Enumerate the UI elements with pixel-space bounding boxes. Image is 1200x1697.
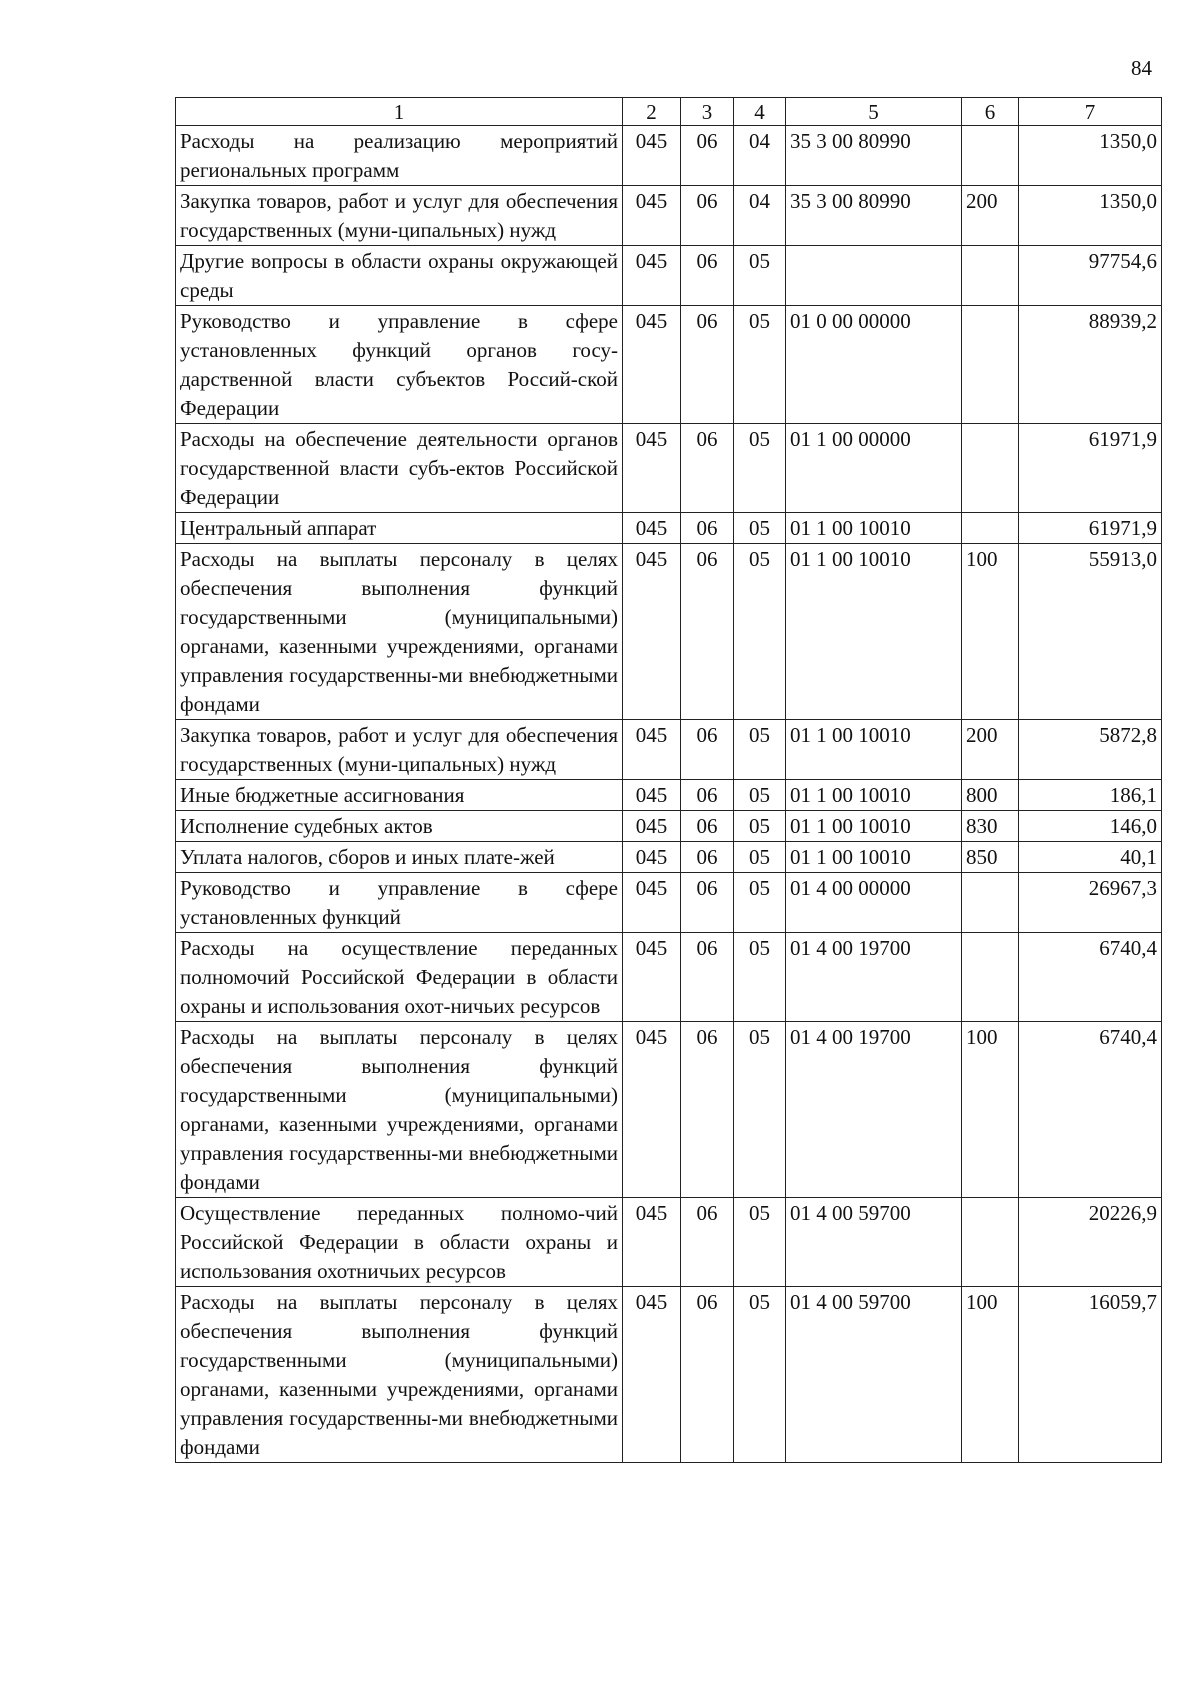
row-name-cell: Расходы на выплаты персоналу в целях обеспечения выполнения функций государственными (муниципальными) органами, казенными учреждениями, органами управления государственны-ми внебюджетными фондами [176, 1287, 623, 1463]
row-amount-cell: 16059,7 [1019, 1287, 1162, 1463]
table-row [176, 1022, 1162, 1198]
row-expense-type-cell: 100 [962, 1287, 1019, 1463]
row-subsection-cell: 05 [734, 1198, 786, 1287]
table-row [176, 126, 1162, 186]
row-code-cell: 045 [623, 811, 681, 842]
table-row [176, 780, 1162, 811]
row-target-article-cell: 01 1 00 10010 [786, 780, 962, 811]
row-code-cell: 045 [623, 424, 681, 513]
row-code-cell: 045 [623, 842, 681, 873]
row-amount-cell: 61971,9 [1019, 513, 1162, 544]
row-expense-type-cell: 800 [962, 780, 1019, 811]
row-name-cell: Осуществление переданных полномо-чий Российской Федерации в области охраны и использования охотничьих ресурсов [176, 1198, 623, 1287]
row-section-cell: 06 [681, 186, 734, 246]
row-amount-cell: 97754,6 [1019, 246, 1162, 306]
row-name-cell: Расходы на выплаты персоналу в целях обеспечения выполнения функций государственными (муниципальными) органами, казенными учреждениями, органами управления государственны-ми внебюджетными фондами [176, 544, 623, 720]
table-row [176, 424, 1162, 513]
row-expense-type-cell [962, 933, 1019, 1022]
row-subsection-cell: 05 [734, 811, 786, 842]
column-header: 5 [786, 98, 962, 126]
row-target-article-cell: 01 1 00 10010 [786, 720, 962, 780]
row-amount-cell: 1350,0 [1019, 126, 1162, 186]
row-target-article-cell: 01 4 00 00000 [786, 873, 962, 933]
row-expense-type-cell: 200 [962, 720, 1019, 780]
row-code-cell: 045 [623, 513, 681, 544]
row-amount-cell: 146,0 [1019, 811, 1162, 842]
row-target-article-cell [786, 246, 962, 306]
table-row [176, 1287, 1162, 1463]
row-code-cell: 045 [623, 126, 681, 186]
row-amount-cell: 61971,9 [1019, 424, 1162, 513]
row-name-cell: Расходы на реализацию мероприятий региональных программ [176, 126, 623, 186]
row-code-cell: 045 [623, 1287, 681, 1463]
page-number: 84 [1131, 56, 1152, 80]
row-section-cell: 06 [681, 126, 734, 186]
row-section-cell: 06 [681, 513, 734, 544]
row-section-cell: 06 [681, 1022, 734, 1198]
table-row [176, 811, 1162, 842]
row-code-cell: 045 [623, 873, 681, 933]
budget-table [175, 97, 1162, 1463]
row-expense-type-cell [962, 424, 1019, 513]
row-target-article-cell: 01 4 00 59700 [786, 1287, 962, 1463]
row-amount-cell: 6740,4 [1019, 1022, 1162, 1198]
row-target-article-cell: 01 4 00 59700 [786, 1198, 962, 1287]
row-expense-type-cell: 200 [962, 186, 1019, 246]
row-code-cell: 045 [623, 780, 681, 811]
row-expense-type-cell [962, 246, 1019, 306]
table-row [176, 513, 1162, 544]
row-amount-cell: 40,1 [1019, 842, 1162, 873]
row-name-cell: Расходы на выплаты персоналу в целях обеспечения выполнения функций государственными (муниципальными) органами, казенными учреждениями, органами управления государственны-ми внебюджетными фондами [176, 1022, 623, 1198]
row-code-cell: 045 [623, 306, 681, 424]
row-target-article-cell: 01 1 00 10010 [786, 544, 962, 720]
row-name-cell: Другие вопросы в области охраны окружающей среды [176, 246, 623, 306]
row-section-cell: 06 [681, 1198, 734, 1287]
column-header: 2 [623, 98, 681, 126]
row-target-article-cell: 01 1 00 00000 [786, 424, 962, 513]
table-row [176, 1198, 1162, 1287]
table-row [176, 933, 1162, 1022]
row-target-article-cell: 01 1 00 10010 [786, 811, 962, 842]
row-subsection-cell: 05 [734, 544, 786, 720]
row-target-article-cell: 35 3 00 80990 [786, 186, 962, 246]
row-name-cell: Уплата налогов, сборов и иных плате-жей [176, 842, 623, 873]
row-expense-type-cell: 830 [962, 811, 1019, 842]
row-name-cell: Руководство и управление в сфере установленных функций [176, 873, 623, 933]
row-target-article-cell: 01 0 00 00000 [786, 306, 962, 424]
table-row [176, 873, 1162, 933]
row-subsection-cell: 05 [734, 933, 786, 1022]
row-expense-type-cell [962, 513, 1019, 544]
row-section-cell: 06 [681, 424, 734, 513]
row-code-cell: 045 [623, 1022, 681, 1198]
row-target-article-cell: 01 1 00 10010 [786, 842, 962, 873]
table-body [176, 126, 1162, 1463]
row-name-cell: Центральный аппарат [176, 513, 623, 544]
row-subsection-cell: 04 [734, 186, 786, 246]
row-target-article-cell: 01 1 00 10010 [786, 513, 962, 544]
row-name-cell: Расходы на осуществление переданных полномочий Российской Федерации в области охраны и использования охот-ничьих ресурсов [176, 933, 623, 1022]
column-header: 6 [962, 98, 1019, 126]
column-header: 4 [734, 98, 786, 126]
table-row [176, 720, 1162, 780]
row-name-cell: Иные бюджетные ассигнования [176, 780, 623, 811]
row-subsection-cell: 05 [734, 1287, 786, 1463]
row-subsection-cell: 05 [734, 780, 786, 811]
row-target-article-cell: 01 4 00 19700 [786, 1022, 962, 1198]
row-subsection-cell: 05 [734, 306, 786, 424]
row-expense-type-cell [962, 306, 1019, 424]
table-row [176, 186, 1162, 246]
row-expense-type-cell: 100 [962, 1022, 1019, 1198]
row-name-cell: Закупка товаров, работ и услуг для обеспечения государственных (муни-ципальных) нужд [176, 186, 623, 246]
row-section-cell: 06 [681, 842, 734, 873]
table-row [176, 544, 1162, 720]
row-section-cell: 06 [681, 720, 734, 780]
row-code-cell: 045 [623, 1198, 681, 1287]
row-amount-cell: 55913,0 [1019, 544, 1162, 720]
column-header: 3 [681, 98, 734, 126]
row-code-cell: 045 [623, 246, 681, 306]
row-subsection-cell: 04 [734, 126, 786, 186]
header-row [176, 98, 1162, 126]
row-section-cell: 06 [681, 873, 734, 933]
row-amount-cell: 5872,8 [1019, 720, 1162, 780]
row-amount-cell: 186,1 [1019, 780, 1162, 811]
row-subsection-cell: 05 [734, 246, 786, 306]
row-amount-cell: 26967,3 [1019, 873, 1162, 933]
row-subsection-cell: 05 [734, 424, 786, 513]
row-amount-cell: 88939,2 [1019, 306, 1162, 424]
row-expense-type-cell: 100 [962, 544, 1019, 720]
row-amount-cell: 6740,4 [1019, 933, 1162, 1022]
row-code-cell: 045 [623, 933, 681, 1022]
row-subsection-cell: 05 [734, 873, 786, 933]
row-name-cell: Расходы на обеспечение деятельности органов государственной власти субъ-ектов Российской Федерации [176, 424, 623, 513]
row-section-cell: 06 [681, 306, 734, 424]
row-section-cell: 06 [681, 811, 734, 842]
table-row [176, 306, 1162, 424]
row-expense-type-cell: 850 [962, 842, 1019, 873]
row-expense-type-cell [962, 126, 1019, 186]
table-row [176, 842, 1162, 873]
row-subsection-cell: 05 [734, 513, 786, 544]
column-header: 1 [176, 98, 623, 126]
row-target-article-cell: 01 4 00 19700 [786, 933, 962, 1022]
row-amount-cell: 1350,0 [1019, 186, 1162, 246]
row-name-cell: Руководство и управление в сфере установленных функций органов госу-дарственной власти субъектов Россий-ской Федерации [176, 306, 623, 424]
row-subsection-cell: 05 [734, 720, 786, 780]
row-amount-cell: 20226,9 [1019, 1198, 1162, 1287]
row-section-cell: 06 [681, 780, 734, 811]
column-header: 7 [1019, 98, 1162, 126]
row-name-cell: Закупка товаров, работ и услуг для обеспечения государственных (муни-ципальных) нужд [176, 720, 623, 780]
row-code-cell: 045 [623, 186, 681, 246]
row-section-cell: 06 [681, 544, 734, 720]
row-code-cell: 045 [623, 720, 681, 780]
row-expense-type-cell [962, 1198, 1019, 1287]
row-target-article-cell: 35 3 00 80990 [786, 126, 962, 186]
table-row [176, 246, 1162, 306]
row-subsection-cell: 05 [734, 1022, 786, 1198]
row-code-cell: 045 [623, 544, 681, 720]
row-section-cell: 06 [681, 1287, 734, 1463]
row-expense-type-cell [962, 873, 1019, 933]
row-subsection-cell: 05 [734, 842, 786, 873]
row-section-cell: 06 [681, 246, 734, 306]
row-name-cell: Исполнение судебных актов [176, 811, 623, 842]
row-section-cell: 06 [681, 933, 734, 1022]
